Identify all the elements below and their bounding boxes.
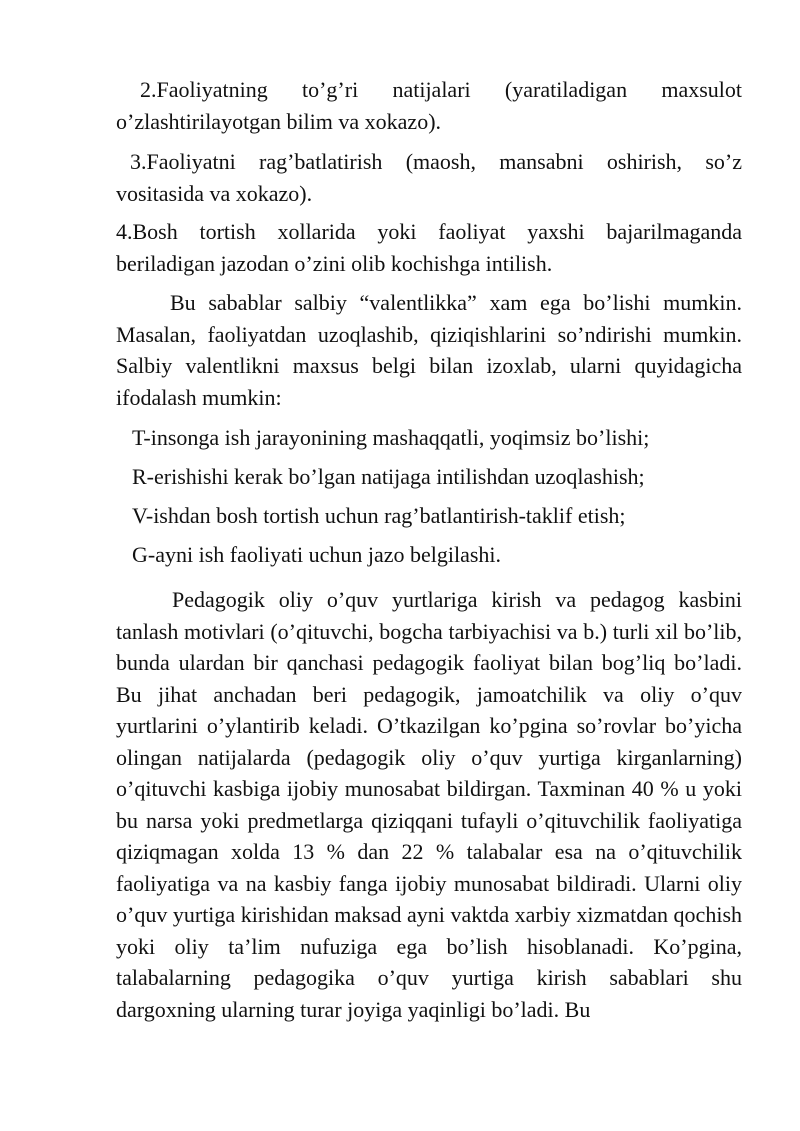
paragraph-2: 3.Faoliyatni rag’batlatirish (maosh, mansabni oshirish, so’z vositasida va xokazo).	[116, 149, 742, 206]
list-item-v: V-ishdan bosh tortish uchun rag’batlantirish-taklif etish;	[132, 503, 626, 528]
paragraph-5: Pedagogik oliy o’quv yurtlariga kirish va pedagog kasbini tanlash motivlari (o’qituvchi, bogcha tarbiyachisi va b.) turli xil bo’lib, bunda ulardan bir qanchasi pedagogik faoliyat bilan bog’liq bo’ladi. Bu jihat anchadan beri pedagogik, jamoatchilik va oliy o’quv yurtlarini o’ylantirib keladi. O’tkazilgan ko’pgina so’rovlar bo’yicha olingan natijalarda (pedagogik oliy o’quv yurtiga kirganlarning) o’qituvchi kasbiga ijobiy munosabat bildirgan. Taxminan 40 % u yoki bu narsa yoki predmetlarga qiziqqani tufayli o’qituvchilik faoliyatiga qiziqmagan xolda 13 % dan 22 % talabalar esa na o’qituvchilik faoliyatiga va na kasbiy fanga ijobiy munosabat bildiradi. Ularni oliy o’quv yurtiga kirishidan maksad ayni vaktda xarbiy xizmatdan qochish yoki oliy ta’lim nufuziga ega bo’lish hisoblanadi. Ko’pgina, talabalarning pedagogika o’quv yurtiga kirish sabablari shu dargoxning ularning turar joyiga yaqinligi bo’ladi. Bu	[116, 587, 742, 1022]
paragraph-4: Bu sabablar salbiy “valentlikka” xam ega bo’lishi mumkin. Masalan, faoliyatdan uzoqlashib, qiziqishlarini so’ndirishi mumkin. Salbiy valentlikni maxsus belgi bilan izoxlab, ularni quyidagicha ifodalash mumkin:	[116, 290, 742, 410]
list-item-g: G-ayni ish faoliyati uchun jazo belgilashi.	[132, 542, 502, 567]
list-item-t: T-insonga ish jarayonining mashaqqatli, yoqimsiz bo’lishi;	[132, 425, 650, 450]
paragraph-1: 2.Faoliyatning to’g’ri natijalari (yaratiladigan maxsulot o’zlashtirilayotgan bilim va xokazo).	[116, 77, 742, 134]
list-item-r: R-erishishi kerak bo’lgan natijaga intilishdan uzoqlashish;	[132, 464, 645, 489]
paragraph-3: 4.Bosh tortish xollarida yoki faoliyat yaxshi bajarilmaganda beriladigan jazodan o’zini olib kochishga intilish.	[116, 219, 742, 276]
